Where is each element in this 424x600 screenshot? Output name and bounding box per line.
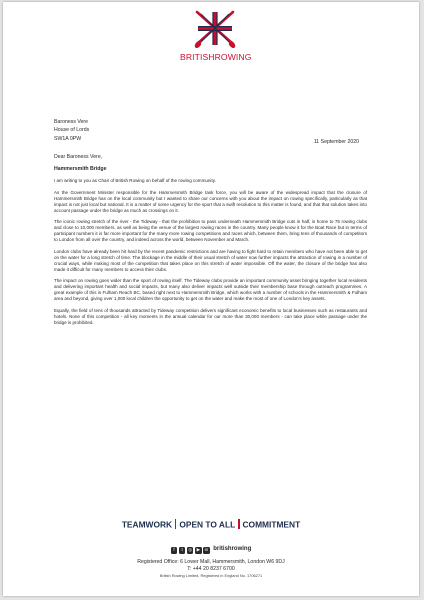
paragraph: Equally, the field of tens of thousands attracted by Tideway competition delivers significant economic benefits to local businesses such as restaurants and hotels. None of this competition - all key moments in the annual calendar for our more than 30,000 members - can take place while passage under the bridge is prohibited. (54, 307, 367, 325)
brand-name: BRITISHROWING (180, 52, 252, 62)
registered-office-address: Registered Office: 6 Lower Mall, Hammersmith, London W6 9DJ (137, 559, 285, 565)
linkedin-icon[interactable]: in (204, 547, 209, 552)
paragraph: I am writing to you as Chair of British Rowing on behalf of the rowing community. (54, 178, 216, 184)
telephone-number: T: +44 20 8237 6700 (187, 565, 235, 572)
tagline-open-to-all: OPEN TO ALL (179, 519, 236, 530)
social-handle[interactable]: britishrowing (213, 546, 252, 552)
tagline-divider (175, 519, 176, 529)
registered-office (3, 559, 419, 573)
recipient-address (54, 118, 89, 143)
recipient-organisation: House of Lords (54, 127, 90, 134)
twitter-icon[interactable]: t (179, 547, 186, 554)
tagline-commitment: COMMITMENT (242, 519, 301, 530)
union-jack-crossed-oars-icon (193, 8, 237, 50)
social-links (3, 546, 419, 554)
subject-heading: Hammersmith Bridge (54, 166, 107, 173)
recipient-postcode: SW1A 0PW (54, 135, 82, 142)
british-rowing-logo (180, 8, 250, 62)
youtube-icon[interactable]: ▶ (196, 547, 201, 552)
paragraph: London clubs have already been hit hard by the recent pandemic restrictions and are having to fight hard to retain members who have not been able to get on the water for a long stretch of time. The blockage in the middle of their usual stretch of water now further impacts the attraction of rowing in a number of crucial ways, while making most of the competition that takes place on this stretch of water impossible. Off the water, the closure of the bridge has also made it difficult for many members to access their clubs. (54, 248, 367, 272)
facebook-icon[interactable]: f (171, 547, 178, 554)
salutation: Dear Baroness Vere, (54, 154, 103, 160)
tagline-divider (238, 519, 239, 529)
paragraph: The iconic rowing stretch of the river - the Tideway - that the prohibition to pass underneath Hammersmith Bridge cuts in half, is home to 75 rowing clubs and close to 10,000 members, as well as being the venue of the largest rowing races in the country. Many people know it for the Boat Race but in terms of participant numbers it is far more important for the many more rowing competitions and races which, between them, bring tens of thousands of competitors to London from all over the country, and indeed across the world, between November and March. (54, 219, 367, 243)
paragraph: The impact on rowing goes wider than the sport of rowing itself. The Tideway clubs provide an important community asset bringing together local residents and delivering important health and social impacts, but many also deliver impacts well outside their membership base through outreach programmes. A great example of this is Fulham Reach BC, based right next to Hammersmith Bridge, which works with a number of schools in the Hammersmith & Fulham area and beyond, giving over 1,000 local children the opportunity to get on the water and make the most of one of London's key assets. (54, 278, 367, 302)
letter-date: 11 September 2020 (313, 139, 359, 145)
instagram-icon[interactable]: ◎ (188, 547, 193, 552)
paragraph: As the Government Minister responsible for the Hammersmith Bridge task force, you will be aware of the widespread impact that the closure of Hammersmith Bridge has on the local community but I wanted to share our concerns with you about the impact on rowing specifically, particularly as that impact is not just local but national. It is a matter of some urgency for the sport that a swift resolution to this matter is found, and that that solution takes into account passage under the bridge as much as crossings on it. (54, 189, 367, 213)
tagline-teamwork: TEAMWORK (121, 519, 173, 530)
company-registration: British Rowing Limited, Registered in England No. 1706271 (159, 573, 263, 578)
footer-tagline (3, 519, 419, 530)
recipient-name: Baroness Vere (54, 119, 89, 125)
letter-page (3, 2, 419, 596)
letter-body (54, 154, 367, 331)
